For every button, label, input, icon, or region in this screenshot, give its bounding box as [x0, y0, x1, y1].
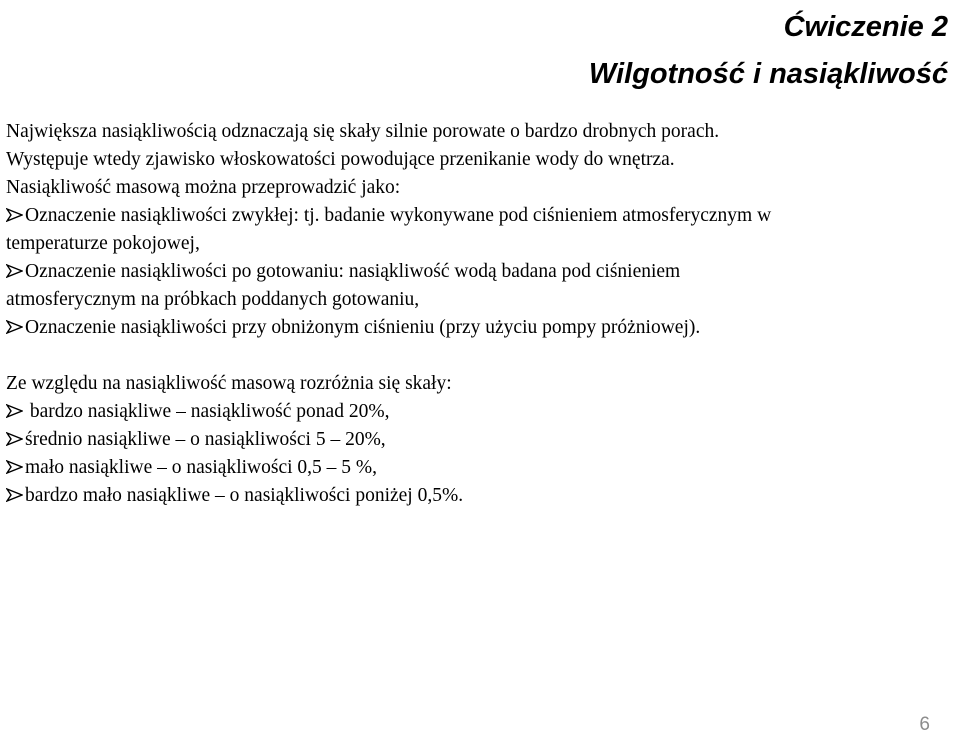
method-item-continuation: temperaturze pokojowej,: [6, 233, 200, 254]
method-item-continuation: atmosferycznym na próbkach poddanych gotowaniu,: [6, 289, 420, 310]
page-number: 6: [919, 714, 930, 735]
slide-title: [589, 4, 948, 98]
arrow-bullet-icon: [6, 320, 23, 334]
method-item: Oznaczenie nasiąkliwości po gotowaniu: nasiąkliwość wodą badana pod ciśnieniem: [6, 258, 954, 286]
classification-heading: Ze względu na nasiąkliwość masową rozróżnia się skały:: [6, 373, 452, 394]
arrow-bullet-icon: [6, 264, 23, 278]
arrow-bullet-icon: [6, 488, 23, 502]
class-item: średnio nasiąkliwe – o nasiąkliwości 5 – 20%,: [6, 426, 954, 454]
intro-line: Występuje wtedy zjawisko włoskowatości powodujące przenikanie wody do wnętrza.: [6, 149, 675, 170]
title-topic: Wilgotność i nasiąkliwość: [588, 58, 948, 90]
class-item: mało nasiąkliwe – o nasiąkliwości 0,5 – 5 %,: [6, 454, 954, 482]
class-item: bardzo mało nasiąkliwe – o nasiąkliwości poniżej 0,5%.: [6, 482, 954, 510]
method-item: Oznaczenie nasiąkliwości przy obniżonym ciśnieniu (przy użyciu pompy próżniowej).: [6, 314, 954, 342]
class-item: bardzo nasiąkliwe – nasiąkliwość ponad 20%,: [6, 398, 954, 426]
intro-line: Największa nasiąkliwością odznaczają się skały silnie porowate o bardzo drobnych porach.: [6, 121, 720, 142]
arrow-bullet-icon: [6, 404, 23, 418]
arrow-bullet-icon: [6, 460, 23, 474]
intro-line: Nasiąkliwość masową można przeprowadzić jako:: [6, 177, 401, 198]
method-item: Oznaczenie nasiąkliwości zwykłej: tj. badanie wykonywane pod ciśnieniem atmosferycznym w: [6, 202, 954, 230]
arrow-bullet-icon: [6, 432, 23, 446]
slide-body: [6, 118, 954, 510]
spacer: [6, 342, 954, 370]
title-exercise: Ćwiczenie 2: [783, 11, 948, 43]
arrow-bullet-icon: [6, 208, 23, 222]
